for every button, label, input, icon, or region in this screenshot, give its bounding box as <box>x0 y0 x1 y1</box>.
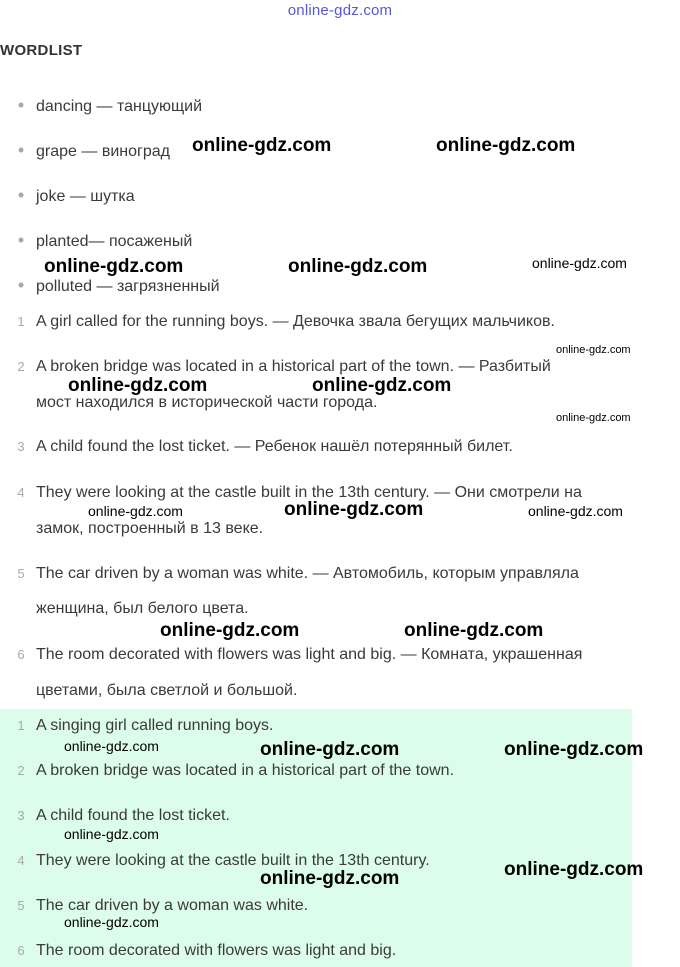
watermark: online-gdz.com <box>260 868 400 889</box>
watermark: online-gdz.com <box>260 739 400 760</box>
watermark: online-gdz.com <box>192 135 332 156</box>
watermark: online-gdz.com <box>504 859 644 880</box>
watermark: online-gdz.com <box>288 256 428 277</box>
watermark: online-gdz.com <box>404 620 544 641</box>
watermark: online-gdz.com <box>436 135 576 156</box>
wordlist-title: WORDLIST <box>0 42 83 59</box>
watermark: online-gdz.com <box>556 412 631 424</box>
bullet-icon: • <box>17 185 25 205</box>
bullet-icon: • <box>17 95 25 115</box>
watermark: online-gdz.com <box>528 503 623 519</box>
bullet-icon: • <box>17 275 25 295</box>
watermark: online-gdz.com <box>88 503 183 519</box>
watermark: online-gdz.com <box>504 739 644 760</box>
watermark: online-gdz.com <box>68 375 208 396</box>
bullet-icon: • <box>17 140 25 160</box>
bullet-icon: • <box>17 230 25 250</box>
watermark: online-gdz.com <box>64 826 159 842</box>
site-header-link[interactable]: online-gdz.com <box>287 2 393 19</box>
watermark: online-gdz.com <box>64 914 159 930</box>
watermark: online-gdz.com <box>160 620 300 641</box>
watermark: online-gdz.com <box>64 738 159 754</box>
watermark: online-gdz.com <box>312 375 452 396</box>
watermark: online-gdz.com <box>44 256 184 277</box>
watermark: online-gdz.com <box>532 255 627 271</box>
watermark: online-gdz.com <box>556 344 631 356</box>
watermark: online-gdz.com <box>284 499 424 520</box>
